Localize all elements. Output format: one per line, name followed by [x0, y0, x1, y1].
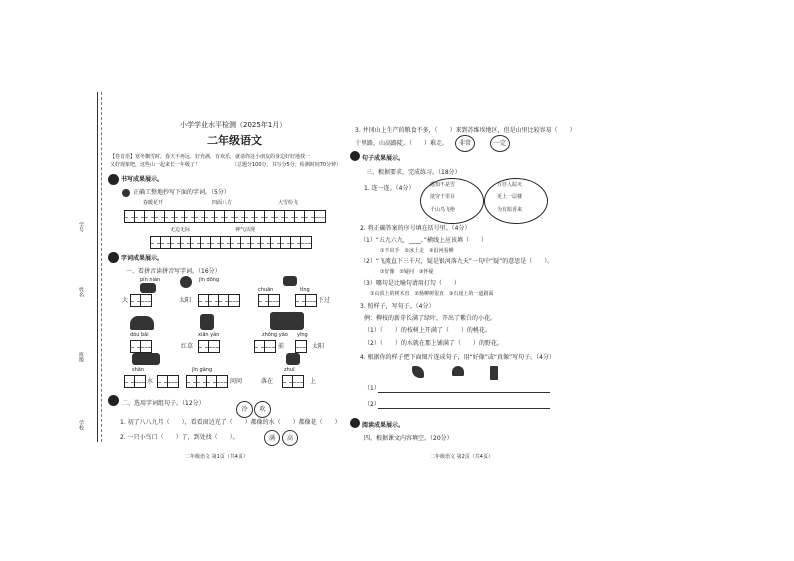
pinyin-9: shān — [132, 367, 145, 373]
answer-grid-r3-1[interactable] — [124, 375, 146, 388]
answer-grid-r1-2[interactable] — [198, 294, 240, 307]
binding-line — [97, 92, 98, 442]
copy-word-5: 神气活现 — [235, 227, 256, 233]
answer-grid-r2-3[interactable] — [254, 340, 276, 353]
mascot-icon — [108, 395, 119, 406]
pinyin-11: zhuī — [284, 367, 295, 373]
answer-line-1[interactable] — [378, 392, 550, 393]
answer-grid-r2-1[interactable] — [130, 340, 152, 353]
pinyin-instruction: 一、看拼音读拼音写字词。（16分） — [126, 268, 221, 275]
mascot-icon — [108, 174, 119, 185]
writing-grid-1[interactable] — [124, 210, 326, 223]
match-right-2: 更上一层楼 — [497, 194, 523, 200]
match-right-3: 为有暗香来 — [497, 207, 523, 213]
q2: 2. 将正确答案的序号填在括号里。（4分） — [360, 225, 471, 232]
pinyin-5: dǒu bǎi — [130, 332, 149, 338]
stamp-gao: 高 — [282, 430, 298, 446]
word-da: 大 — [122, 297, 129, 304]
writing-instruction: 正确工整地抄写下面的字词。（5分） — [133, 189, 230, 196]
sec3-title: 三、根据要求，完成练习。（18分） — [366, 169, 461, 176]
mascot-icon — [108, 252, 119, 263]
match-right-1: 万径人踪灭 — [497, 182, 523, 188]
ex-1: （1）（ ）的枝树上开满了（ ）的桃花。 — [364, 327, 491, 334]
copy-word-2: 四面八方 — [212, 200, 233, 206]
stamp-yiding: 一定 — [490, 135, 510, 152]
picture-flowers — [200, 314, 214, 330]
pinyin-6: xiān yàn — [198, 332, 220, 338]
pinyin-3: chuān — [258, 287, 274, 293]
answer-line-1-label: （1） — [364, 385, 380, 392]
stamp-chui: 吹 — [254, 401, 271, 418]
match-label: 1. 连一连。（4分） — [364, 185, 415, 192]
answer-line-2[interactable] — [378, 408, 550, 409]
sec-writing-title: 书写成果展示。 — [121, 176, 164, 183]
answer-line-2-label: （2） — [364, 401, 380, 408]
bamboo-leaf-icon — [490, 366, 498, 380]
stamp-leng: 冷 — [236, 401, 253, 418]
q2-3-opts: ①山顶上的树木直 ②杨柳树很直 ③石崖上的一道路面 — [370, 291, 494, 297]
word-luozai: 落在 — [261, 378, 274, 385]
maple-leaf-icon — [412, 366, 424, 378]
word-hongcao: 红草 — [181, 343, 194, 350]
pinyin-2: jīn dōng — [199, 277, 220, 283]
word-shang: 上 — [310, 378, 317, 385]
right-q3: 3. 井冈山上生产的粮食不多，（ ）来到苏维埃地区，但是山里比较容易（ ） — [355, 127, 576, 134]
pinyin-1: pín nián — [140, 277, 161, 283]
right-footer: 二年级语文 第2页（共4页） — [430, 454, 493, 460]
left-footer: 二年级语文 第1页（共4页） — [185, 454, 248, 460]
word-taiyang: 太阳 — [179, 297, 192, 304]
intro-line-2: 又好现象吧，这些山一起来长一年级了！ — [110, 162, 201, 168]
picture-water — [132, 353, 160, 365]
sec2-title: 二、选用字词组句子。（12分） — [122, 400, 205, 407]
q2-3: （3）哪句是比喻句请用打勾（ ） — [360, 280, 460, 287]
intro-line-1: 【卷首语】寒冬飘雪时，春天不再远，好充满，有欢乐，就请你这小朋友的身边好好地找一 — [110, 154, 311, 160]
q2-2-opts: ①好像 ②疑问 ③怀疑 — [380, 269, 434, 275]
sec4-title: 四、根据课文内容填空。（20分） — [364, 435, 453, 442]
q2-1: （1）“五九六九，____。”横线上应该填（ ） — [360, 237, 488, 244]
right-q3-line2: 十里路。山高路陡。（ ）难走。 — [355, 140, 449, 147]
score-info: （总题分100分，书写分5分；检测时间70分钟） — [232, 162, 342, 168]
answer-grid-r2-2[interactable] — [198, 340, 220, 353]
q3b: 3. 照样子，写句子。（4分） — [360, 303, 435, 310]
margin-label-class: 班级 — [78, 352, 84, 362]
mascot-icon — [350, 418, 360, 428]
answer-grid-r1-1[interactable] — [130, 294, 152, 307]
binding-dashes — [101, 92, 102, 442]
pinyin-4: tǐng — [300, 287, 310, 293]
pinyin-7: zhōng yāo — [262, 332, 288, 338]
word-wenwen: 问问 — [230, 378, 243, 385]
pinyin-8: yīng — [297, 332, 308, 338]
picture-sun — [180, 276, 192, 288]
copy-word-3: 大雪纷飞 — [278, 200, 299, 206]
pinyin-10: jīn gāng — [192, 367, 213, 373]
exam-title: 小学学业水平检测（2025年1月） — [180, 121, 287, 129]
writing-grid-2[interactable] — [150, 236, 312, 249]
answer-grid-r3-3[interactable] — [186, 375, 228, 388]
word-taiyang-2: 太阳 — [312, 343, 325, 350]
sec-reading-title: 阅读成果展示。 — [362, 422, 405, 429]
word-qian: 前 — [278, 343, 285, 350]
q4: 4. 根据你的样子把下面图片连成句子，用“好像”或“真像”写句子。（4分） — [360, 354, 555, 361]
margin-label-name: 姓名 — [78, 287, 84, 297]
picture-rain — [283, 276, 297, 286]
margin-label-id: 学号 — [78, 222, 84, 232]
stamp-feichang: 非常 — [455, 135, 475, 152]
match-left-3: 千山鸟飞绝 — [430, 207, 456, 213]
copy-word-1: 春暖花开 — [143, 200, 164, 206]
word-xiaguo: 下过 — [318, 297, 331, 304]
ex-2: （2）（ ）的水就在那上铺满了（ ）的野花。 — [364, 340, 503, 347]
answer-grid-r3-4[interactable] — [282, 375, 304, 388]
word-shui: 水 — [147, 378, 154, 385]
sec-words-title: 字词成果展示。 — [121, 255, 164, 262]
picture-fire — [140, 283, 156, 293]
sec-sentence-title: 句子成果展示。 — [362, 155, 405, 162]
pencil-icon — [122, 189, 130, 197]
copy-word-4: 无边无际 — [170, 227, 191, 233]
q2-1-opts: ①不出手 ②冰上走 ③沿河看柳 — [380, 248, 454, 254]
sec2-q1: 1. 初了八八九月（ ），看看窗边光了（ ）都像的水（ ）都像花（ ） — [120, 419, 341, 426]
answer-grid-r3-2[interactable] — [157, 375, 179, 388]
ginkgo-leaf-icon — [452, 366, 464, 376]
picture-leaves — [286, 353, 300, 365]
margin-label-school: 学校 — [78, 420, 84, 430]
match-left-1: 遥知不是雪 — [430, 182, 456, 188]
picture-night — [270, 312, 304, 330]
match-left-2: 欲穷千里目 — [430, 194, 456, 200]
example: 例：柳枝的新芽长满了绿叶，开出了紫白的小花。 — [364, 315, 497, 322]
stamp-man: 满 — [264, 430, 280, 446]
mascot-icon — [350, 151, 360, 161]
answer-grid-r2-4[interactable] — [295, 340, 307, 353]
answer-grid-r1-3[interactable] — [258, 294, 280, 307]
q2-2: （2）“飞流直下三千尺，疑是银河落九天”一句中“疑”的意思是（ ）。 — [360, 258, 554, 265]
subject-title: 二年级语文 — [207, 134, 262, 147]
picture-tree — [130, 316, 154, 330]
sec2-q2: 2. 一只小鸟口（ ）了，到处找（ ）。 — [120, 434, 239, 441]
answer-grid-r1-4[interactable] — [295, 294, 317, 307]
